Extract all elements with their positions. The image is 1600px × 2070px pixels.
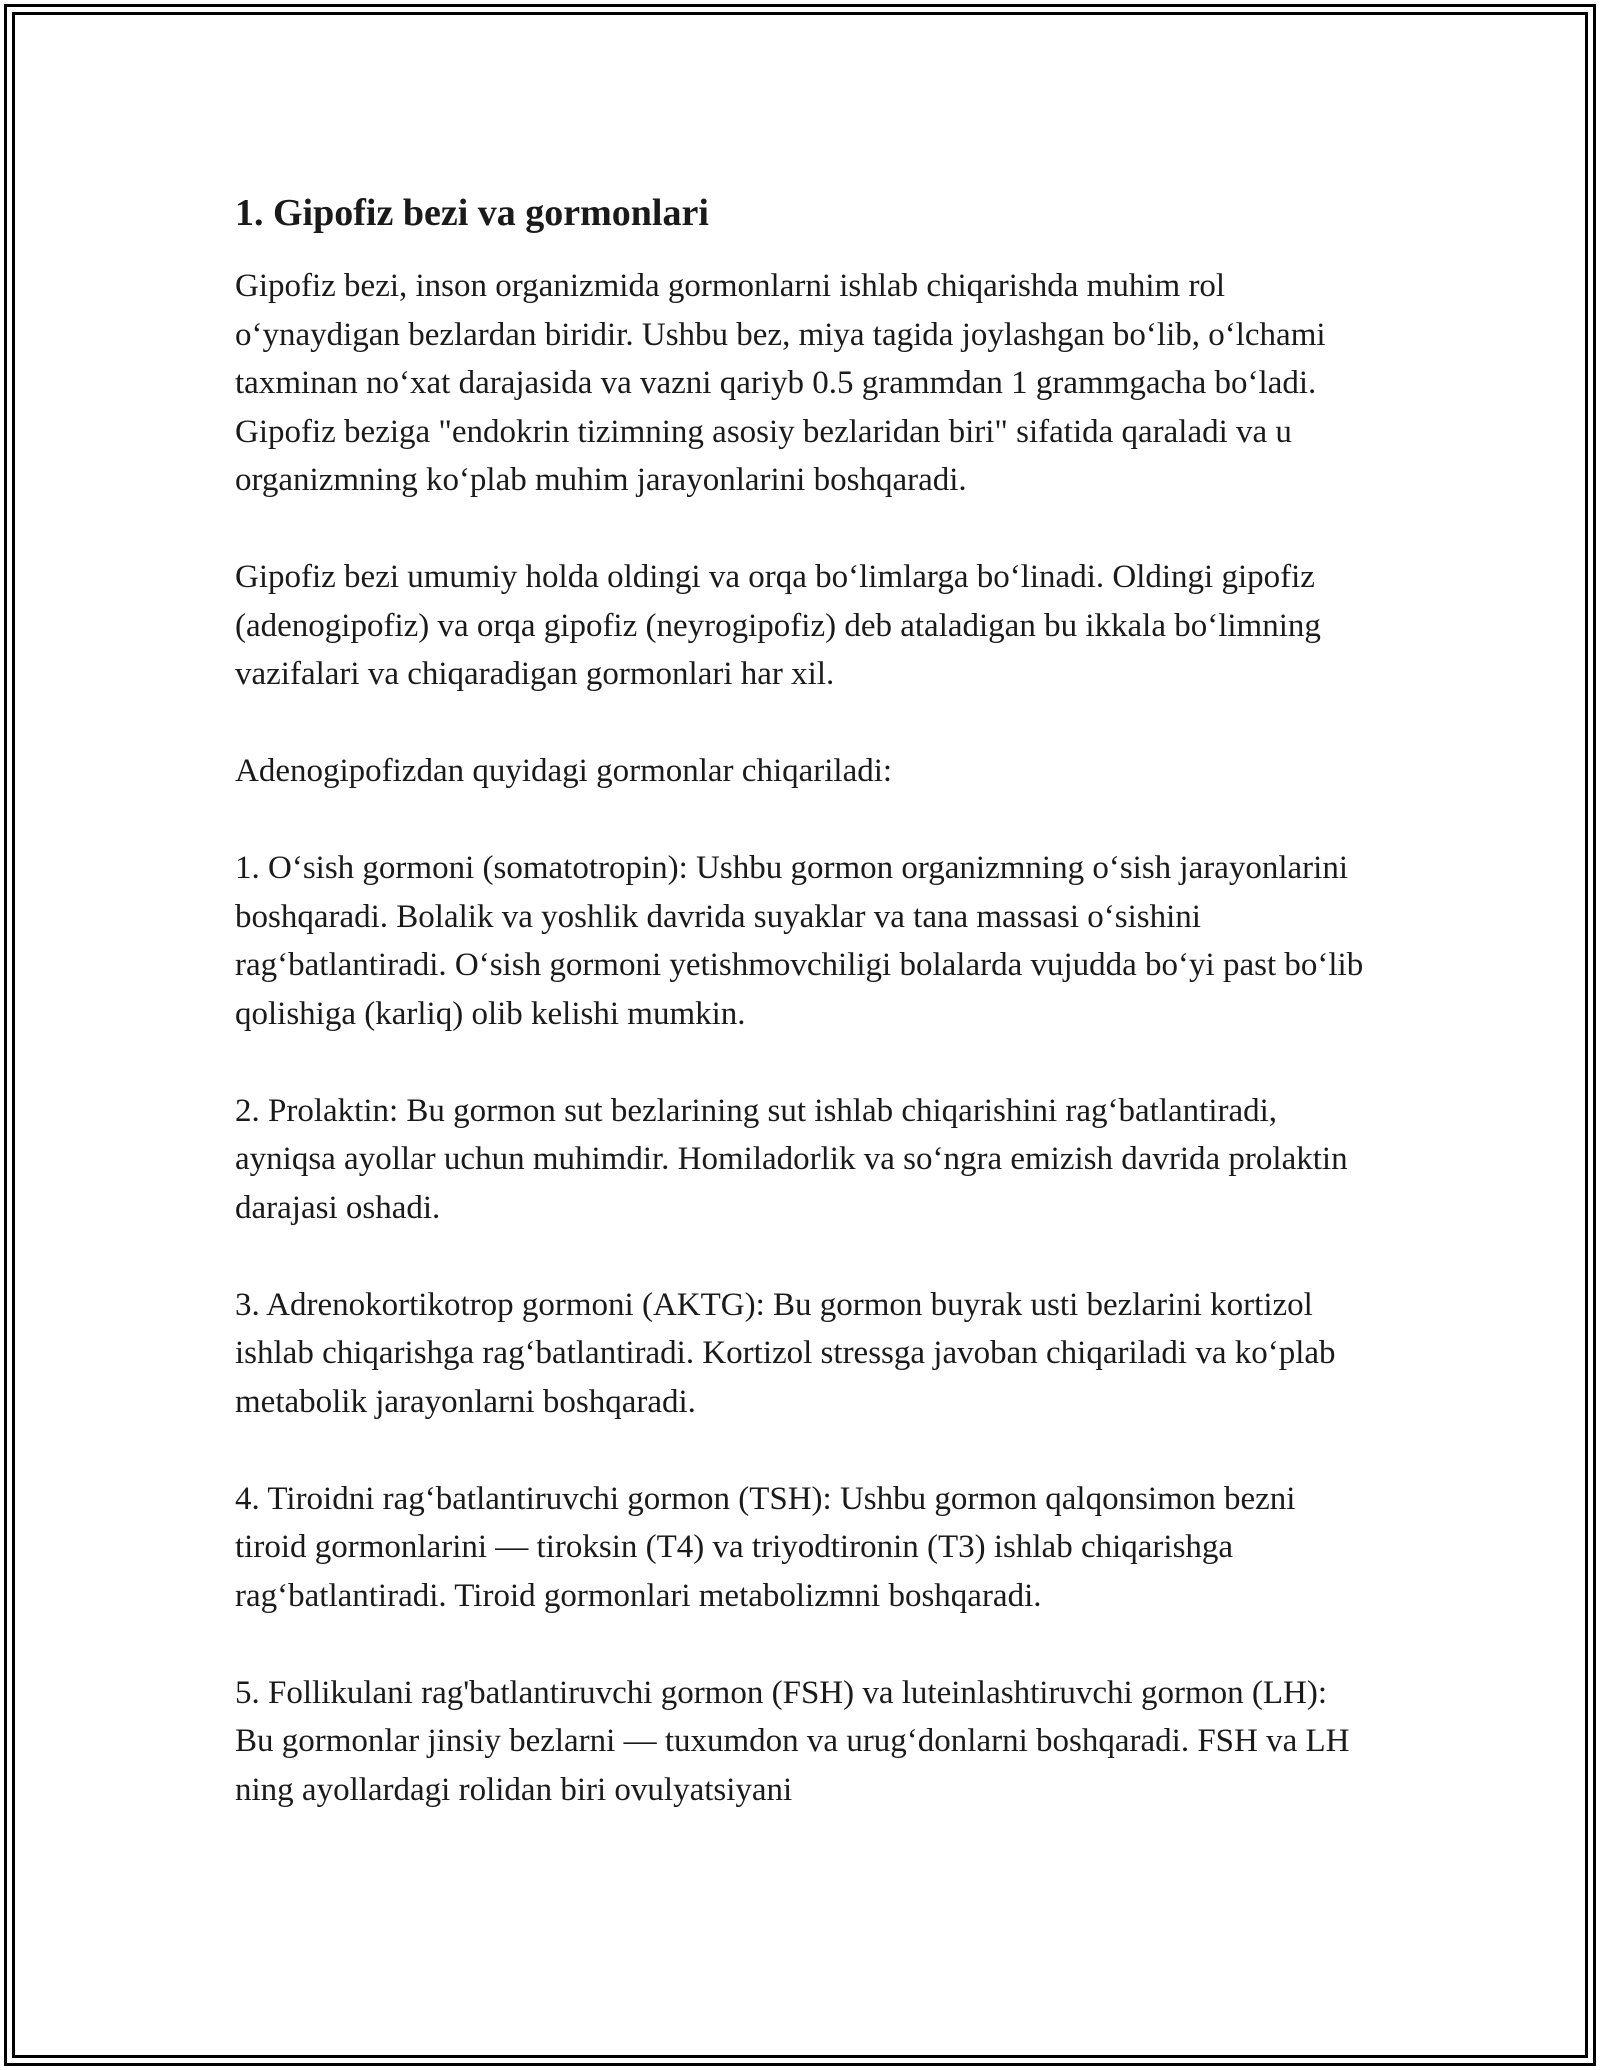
list-item-prolactin: 2. Prolaktin: Bu gormon sut bezlarining sut ishlab chiqarishini rag‘batlantiradi, ayniqsa ayollar uchun muhimdir. Homiladorlik va so‘ngra emizish davrida prolaktin darajasi oshadi. bbox=[235, 1092, 1348, 1226]
list-item-growth-hormone: 1. O‘sish gormoni (somatotropin): Ushbu gormon organizmning o‘sish jarayonlarini boshqaradi. Bolalik va yoshlik davrida suyaklar va tana massasi o‘sishini rag‘batlantiradi. O‘sish gormoni yetishmovchiligi bolalarda vujudda bo‘yi past bo‘lib qolishiga (karliq) olib kelishi mumkin. bbox=[235, 850, 1364, 1032]
paragraph-divisions: Gipofiz bezi umumiy holda oldingi va orqa bo‘limlarga bo‘linadi. Oldingi gipofiz (adenogipofiz) va orqa gipofiz (neyrogipofiz) deb ataladigan bu ikkala bo‘limning vazifalari va chiqaradigan gormonlari har xil. bbox=[235, 559, 1321, 692]
paragraph-list-intro: Adenogipofizdan quyidagi gormonlar chiqariladi: bbox=[235, 753, 893, 789]
document-body bbox=[235, 186, 1365, 1863]
list-item-tsh: 4. Tiroidni rag‘batlantiruvchi gormon (TSH): Ushbu gormon qalqonsimon bezni tiroid gormonlarini — tiroksin (T4) va triyodtironin (T3) ishlab chiqarishga rag‘batlantiradi. Tiroid gormonlari metabolizmni boshqaradi. bbox=[235, 1480, 1296, 1614]
section-heading: 1. Gipofiz bezi va gormonlari bbox=[235, 192, 709, 234]
list-item-fsh-lh: 5. Follikulani rag'batlantiruvchi gormon (FSH) va luteinlashtiruvchi gormon (LH): Bu gormonlar jinsiy bezlarni — tuxumdon va urug‘donlarni boshqaradi. FSH va LH ning ayollardagi rolidan biri ovulyatsiyani bbox=[235, 1674, 1350, 1808]
list-item-aktg: 3. Adrenokortikotrop gormoni (AKTG): Bu gormon buyrak usti bezlarini kortizol ishlab chiqarishga rag‘batlantiradi. Kortizol stressga javoban chiqariladi va ko‘plab metabolik jarayonlarni boshqaradi. bbox=[235, 1286, 1336, 1420]
paragraph-intro: Gipofiz bezi, inson organizmida gormonlarni ishlab chiqarishda muhim rol o‘ynaydigan bezlardan biridir. Ushbu bez, miya tagida joylashgan bo‘lib, o‘lchami taxminan no‘xat darajasida va vazni qariyb 0.5 grammdan 1 grammgacha bo‘ladi. Gipofiz beziga "endokrin tizimning asosiy bezlaridan biri" sifatida qaraladi va u organizmning ko‘plab muhim jarayonlarini boshqaradi. bbox=[235, 268, 1326, 498]
